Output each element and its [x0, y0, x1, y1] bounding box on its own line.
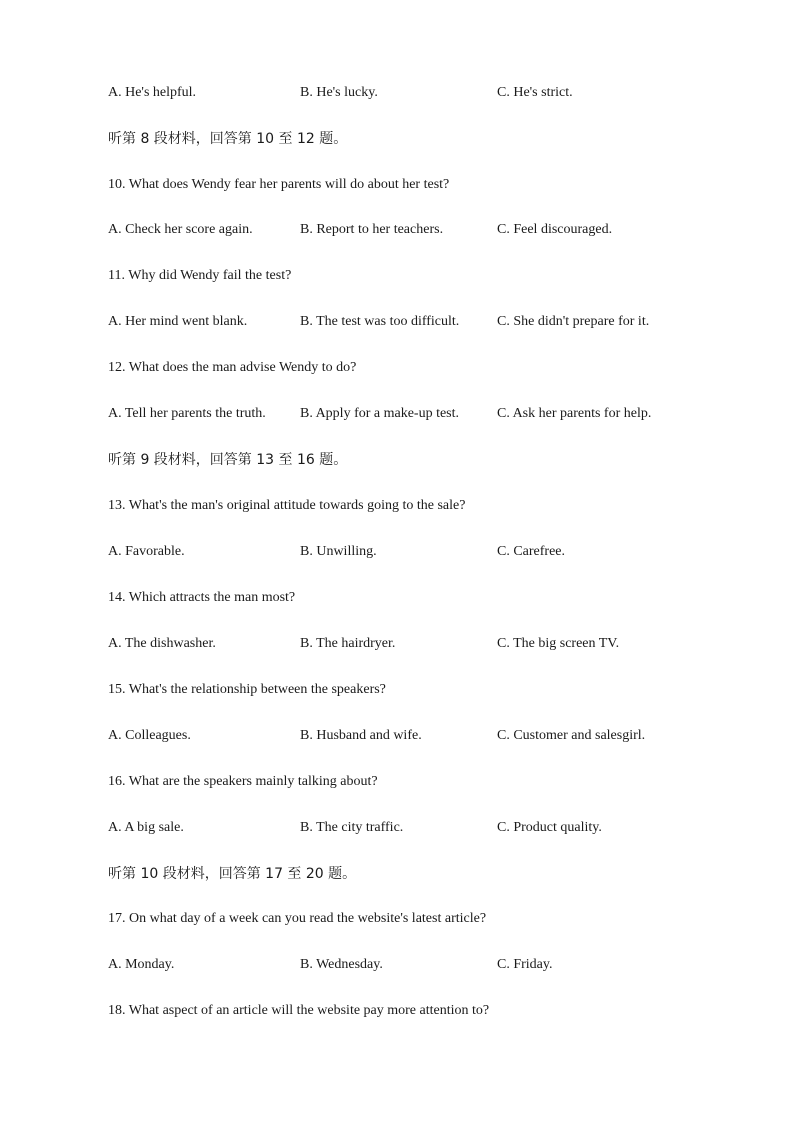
- option-b: B. Report to her teachers.: [300, 222, 444, 237]
- option-a: A. Colleagues.: [108, 728, 191, 743]
- question-10: 10. What does Wendy fear her parents will do about her test?: [108, 177, 450, 192]
- option-a: A. Monday.: [108, 957, 175, 972]
- option-b: B. Wednesday.: [300, 957, 383, 972]
- option-c: C. The big screen TV.: [497, 636, 620, 651]
- option-a: A. A big sale.: [108, 820, 184, 835]
- question-11: 11. Why did Wendy fail the test?: [108, 268, 292, 283]
- option-a: A. The dishwasher.: [108, 636, 216, 651]
- option-c: C. Ask her parents for help.: [497, 406, 652, 421]
- option-c: C. Customer and salesgirl.: [497, 728, 646, 743]
- question-13: 13. What's the man's original attitude towards going to the sale?: [108, 498, 466, 513]
- section-heading: 听第 8 段材料，回答第 10 至 12 题。: [108, 131, 348, 147]
- option-c: C. Product quality.: [497, 820, 602, 835]
- option-c: C. Carefree.: [497, 544, 566, 559]
- option-a: A. He's helpful.: [108, 85, 197, 100]
- option-a: A. Favorable.: [108, 544, 185, 559]
- section-heading: 听第 10 段材料，回答第 17 至 20 题。: [108, 866, 357, 882]
- option-a: A. Her mind went blank.: [108, 314, 248, 329]
- question-18: 18. What aspect of an article will the website pay more attention to?: [108, 1003, 490, 1018]
- option-c: C. He's strict.: [497, 85, 573, 100]
- option-c: C. Feel discouraged.: [497, 222, 613, 237]
- question-16: 16. What are the speakers mainly talking about?: [108, 774, 378, 789]
- option-a: A. Tell her parents the truth.: [108, 406, 266, 421]
- question-15: 15. What's the relationship between the speakers?: [108, 682, 386, 697]
- option-b: B. Husband and wife.: [300, 728, 422, 743]
- option-c: C. She didn't prepare for it.: [497, 314, 650, 329]
- option-b: B. Unwilling.: [300, 544, 377, 559]
- question-12: 12. What does the man advise Wendy to do?: [108, 360, 357, 375]
- option-c: C. Friday.: [497, 957, 553, 972]
- option-b: B. The test was too difficult.: [300, 314, 460, 329]
- question-14: 14. Which attracts the man most?: [108, 590, 296, 605]
- section-heading: 听第 9 段材料，回答第 13 至 16 题。: [108, 452, 348, 468]
- option-b: B. Apply for a make-up test.: [300, 406, 460, 421]
- option-a: A. Check her score again.: [108, 222, 253, 237]
- option-b: B. He's lucky.: [300, 85, 378, 100]
- option-b: B. The city traffic.: [300, 820, 404, 835]
- option-b: B. The hairdryer.: [300, 636, 396, 651]
- question-17: 17. On what day of a week can you read the website's latest article?: [108, 911, 487, 926]
